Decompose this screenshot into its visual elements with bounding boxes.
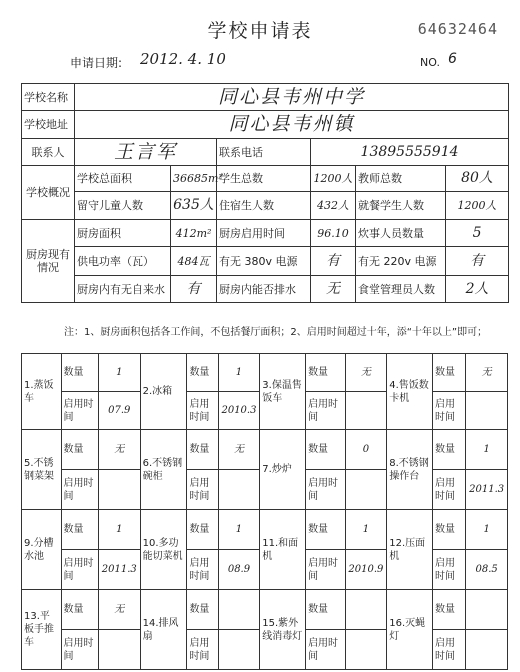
cooks-label: 炊事人员数量	[356, 220, 446, 247]
v220-value: 有	[446, 247, 509, 276]
boarding-label: 住宿生人数	[217, 192, 311, 220]
qty-value	[466, 590, 508, 630]
qty-value: 无	[345, 354, 387, 392]
serial-number: 64632464	[417, 20, 498, 38]
drain-value: 无	[311, 276, 356, 303]
date-value	[345, 630, 387, 670]
dining-label: 就餐学生人数	[356, 192, 446, 220]
qty-value	[218, 590, 260, 630]
date-value: 2010.9	[345, 550, 387, 590]
date-value	[218, 630, 260, 670]
qty-label: 数量	[187, 430, 218, 470]
kitchen-start-value: 96.10	[311, 220, 356, 247]
equipment-table	[21, 353, 508, 670]
date-label: 启用时间	[433, 630, 466, 670]
date-value: 07.9	[98, 392, 140, 430]
equipment-name: 15.紫外线消毒灯	[260, 590, 306, 670]
date-label: 启用时间	[306, 550, 346, 590]
kitchen-area-value: 412m²	[171, 220, 217, 247]
qty-label: 数量	[433, 430, 466, 470]
qty-value: 1	[345, 510, 387, 550]
equipment-name: 16.灭蝇灯	[387, 590, 433, 670]
equipment-name: 8.不锈钢操作台	[387, 430, 433, 510]
date-label: 启用时间	[61, 470, 98, 510]
qty-label: 数量	[306, 430, 346, 470]
date-label: 启用时间	[306, 392, 346, 430]
qty-value: 无	[218, 430, 260, 470]
qty-label: 数量	[187, 590, 218, 630]
form-title: 学校申请表	[207, 20, 313, 42]
date-label: 启用时间	[61, 630, 98, 670]
school-address-label: 学校地址	[22, 111, 75, 139]
qty-label: 数量	[187, 354, 218, 392]
date-label: 启用时间	[61, 392, 98, 430]
water-value: 有	[171, 276, 217, 303]
date-label: 启用时间	[306, 630, 346, 670]
qty-label: 数量	[433, 590, 466, 630]
equipment-name: 9.分槽水池	[22, 510, 62, 590]
drain-label: 厨房内能否排水	[217, 276, 311, 303]
equipment-name: 2.冰箱	[140, 354, 187, 430]
equipment-name: 7.炒炉	[260, 430, 306, 510]
date-label: 启用时间	[187, 470, 218, 510]
date-value: 08.9	[218, 550, 260, 590]
qty-value: 1	[466, 430, 508, 470]
qty-label: 数量	[61, 510, 98, 550]
school-name-value: 同心县韦州中学	[75, 84, 509, 111]
qty-value: 无	[98, 590, 140, 630]
equipment-name: 11.和面机	[260, 510, 306, 590]
phone-label: 联系电话	[217, 139, 311, 166]
qty-label: 数量	[433, 354, 466, 392]
date-label: 启用时间	[61, 550, 98, 590]
teachers-value: 80人	[446, 166, 509, 192]
date-value: 2011.3	[466, 470, 508, 510]
date-label: 启用时间	[433, 392, 466, 430]
date-value	[345, 470, 387, 510]
equipment-name: 13.平板手推车	[22, 590, 62, 670]
students-label: 学生总数	[217, 166, 311, 192]
managers-value: 2人	[446, 276, 509, 303]
contact-value: 王言军	[75, 139, 217, 166]
school-name-label: 学校名称	[22, 84, 75, 111]
phone-value: 13895555914	[311, 139, 509, 166]
qty-label: 数量	[306, 354, 346, 392]
equipment-name: 1.蒸饭车	[22, 354, 62, 430]
date-value	[98, 630, 140, 670]
equipment-name: 6.不锈钢碗柜	[140, 430, 187, 510]
date-label: 启用时间	[433, 470, 466, 510]
qty-label: 数量	[187, 510, 218, 550]
area-label: 学校总面积	[75, 166, 171, 192]
date-value	[345, 392, 387, 430]
qty-label: 数量	[61, 590, 98, 630]
left-behind-label: 留守儿童人数	[75, 192, 171, 220]
date-label: 启用时间	[306, 470, 346, 510]
qty-value: 0	[345, 430, 387, 470]
no-label: NO.	[420, 56, 440, 69]
qty-value: 1	[466, 510, 508, 550]
no-value: 6	[448, 51, 457, 67]
teachers-label: 教师总数	[356, 166, 446, 192]
date-label: 启用时间	[433, 550, 466, 590]
power-label: 供电功率（瓦）	[75, 247, 171, 276]
qty-label: 数量	[306, 590, 346, 630]
overview-label: 学校概况	[22, 166, 75, 220]
equipment-name: 5.不锈钢菜架	[22, 430, 62, 510]
water-label: 厨房内有无自来水	[75, 276, 171, 303]
qty-value: 1	[218, 354, 260, 392]
note-text: 注：1、厨房面积包括各工作间，不包括餐厅面积；2、启用时间超过十年，添“十年以上”即可；	[64, 327, 488, 338]
qty-label: 数量	[61, 430, 98, 470]
equipment-name: 14.排风扇	[140, 590, 187, 670]
date-label: 启用时间	[187, 550, 218, 590]
students-value: 1200人	[311, 166, 356, 192]
contact-label: 联系人	[22, 139, 75, 166]
qty-value: 1	[218, 510, 260, 550]
date-value	[218, 470, 260, 510]
date-label: 申请日期:	[70, 56, 123, 70]
equipment-name: 10.多功能切菜机	[140, 510, 187, 590]
boarding-value: 432人	[311, 192, 356, 220]
v380-label: 有无 380v 电源	[217, 247, 311, 276]
qty-value: 无	[98, 430, 140, 470]
date-value	[466, 392, 508, 430]
qty-value: 无	[466, 354, 508, 392]
date-value	[466, 630, 508, 670]
dining-value: 1200人	[446, 192, 509, 220]
qty-value: 1	[98, 510, 140, 550]
qty-label: 数量	[306, 510, 346, 550]
school-address-value: 同心县韦州镇	[75, 111, 509, 139]
qty-label: 数量	[61, 354, 98, 392]
school-info-table	[21, 83, 509, 303]
date-value: 08.5	[466, 550, 508, 590]
date-value: 2011.3	[98, 550, 140, 590]
date-value	[98, 470, 140, 510]
cooks-value: 5	[446, 220, 509, 247]
equipment-name: 3.保温售饭车	[260, 354, 306, 430]
qty-label: 数量	[433, 510, 466, 550]
power-value: 484瓦	[171, 247, 217, 276]
kitchen-label: 厨房现有情况	[22, 220, 75, 303]
managers-label: 食堂管理员人数	[356, 276, 446, 303]
v220-label: 有无 220v 电源	[356, 247, 446, 276]
kitchen-start-label: 厨房启用时间	[217, 220, 311, 247]
left-behind-value: 635人	[171, 192, 217, 220]
date-value: 2012. 4. 10	[140, 50, 226, 68]
qty-value: 1	[98, 354, 140, 392]
v380-value: 有	[311, 247, 356, 276]
date-value: 2010.3	[218, 392, 260, 430]
equipment-name: 12.压面机	[387, 510, 433, 590]
area-value: 36685m²	[171, 166, 217, 192]
qty-value	[345, 590, 387, 630]
date-label: 启用时间	[187, 630, 218, 670]
kitchen-area-label: 厨房面积	[75, 220, 171, 247]
date-label: 启用时间	[187, 392, 218, 430]
equipment-name: 4.售饭数卡机	[387, 354, 433, 430]
